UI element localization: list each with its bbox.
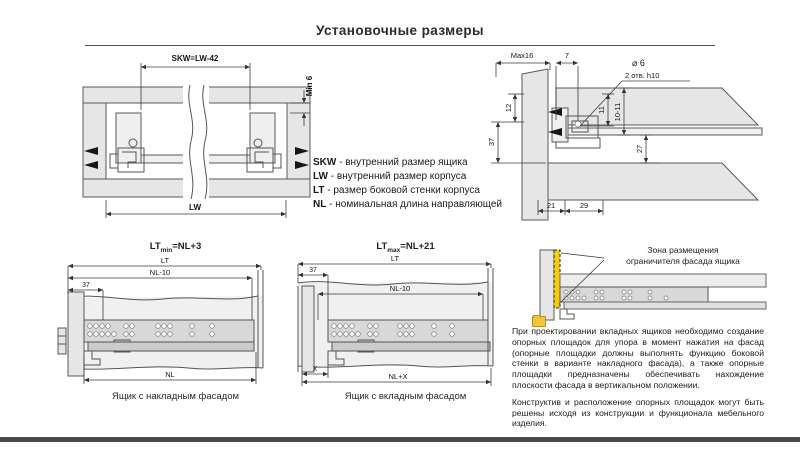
limiter-zone-strip [554, 250, 560, 308]
legend-item-lw: LW - внутренний размер корпуса [313, 171, 467, 182]
footer-bar [0, 437, 800, 442]
dim-lt-label: LT [160, 256, 170, 265]
dim-nl-label: NL [165, 370, 175, 379]
dim-37-label: 37 [82, 282, 90, 289]
overlay-drawer-drawing [58, 256, 293, 388]
dim-skw-label: SKW=LW-42 [171, 54, 219, 63]
facade-panel [522, 69, 548, 220]
dim-11-label: 11 [597, 106, 606, 114]
limiter-zone-label: Зона размещения ограничителя фасада ящика [626, 245, 740, 266]
break-lines [183, 85, 209, 199]
dim-nl10-label: NL-10 [149, 268, 171, 277]
inset-formula: $LT_{max}=NL+21$ [376, 241, 435, 254]
dim-12 [504, 94, 524, 122]
page-title: Установочные размеры [316, 23, 484, 38]
dim-37-label: 37 [309, 267, 317, 274]
overlay-caption: Ящик с накладным фасадом [111, 391, 240, 402]
note-paragraph-2: Конструктив и расположение опорных площадок могут быть решены исходя из конструкции и функционала мебельного изделия. [512, 396, 764, 429]
inset-drawer-drawing [288, 256, 523, 388]
dim-7-label: 7 [564, 51, 570, 60]
dim-nl10-label: NL-10 [389, 284, 411, 293]
dim-max16-label: Max16 [510, 51, 534, 60]
rear-bracket [58, 328, 66, 354]
slide-rail [560, 287, 766, 319]
note-paragraph-1: При проектировании вкладных ящиков необходимо создание опорных площадок для упора в момент нажатия на фасад (опорные площадки должны выполнять функцию боковой стенки в варианте накладного фасада), а также опорные площадки предназначены обеспечивать нахождение плоскости фасада в вертикальном положении. [512, 326, 764, 390]
legend-item-nl: NL - номинальная длина направляющей [313, 199, 503, 210]
drawer-side-strip [560, 274, 766, 287]
zone-leader-top [561, 253, 604, 258]
dim-lw [106, 200, 286, 218]
dim-27 [635, 135, 660, 163]
overlay-facade [68, 292, 84, 376]
dim-lt [298, 254, 491, 283]
dim-dia-label: ⌀ 6 [632, 58, 645, 68]
dim-12-label: 12 [504, 103, 513, 113]
inset-caption: Ящик с вкладным фасадом [344, 391, 467, 402]
side-section-drawing [482, 50, 762, 222]
dim-lt-label: LT [390, 254, 400, 263]
facade-panel [540, 250, 554, 320]
front-section-drawing [78, 52, 316, 230]
legend-item-skw: SKW - внутренний размер ящика [313, 157, 468, 168]
title-underline [85, 45, 715, 46]
design-notes [512, 326, 764, 435]
front-hook [560, 309, 574, 319]
dim-nlx [302, 368, 491, 386]
legend [313, 156, 502, 212]
legend-item-lt: LT - размер боковой стенки корпуса [313, 185, 480, 196]
dim-37-label: 37 [487, 137, 496, 147]
dim-x-label: X [312, 366, 318, 373]
dim-nlx-label: NL+X [388, 372, 408, 381]
dim-lw-label: LW [189, 203, 201, 212]
dim-29-label: 29 [579, 201, 589, 210]
dim-holes-label: 2 отв. h10 [625, 71, 660, 80]
dim-min6-label: Min 6 [305, 75, 314, 97]
cabinet-bottom-panel [548, 163, 758, 200]
overlay-formula: $LT_{min}=NL+3$ [149, 241, 202, 254]
dim-27-label: 27 [635, 144, 644, 154]
dim-10-11-label: 10-11 [613, 102, 622, 122]
dim-21-label: 21 [546, 201, 556, 210]
inset-facade [302, 286, 314, 372]
